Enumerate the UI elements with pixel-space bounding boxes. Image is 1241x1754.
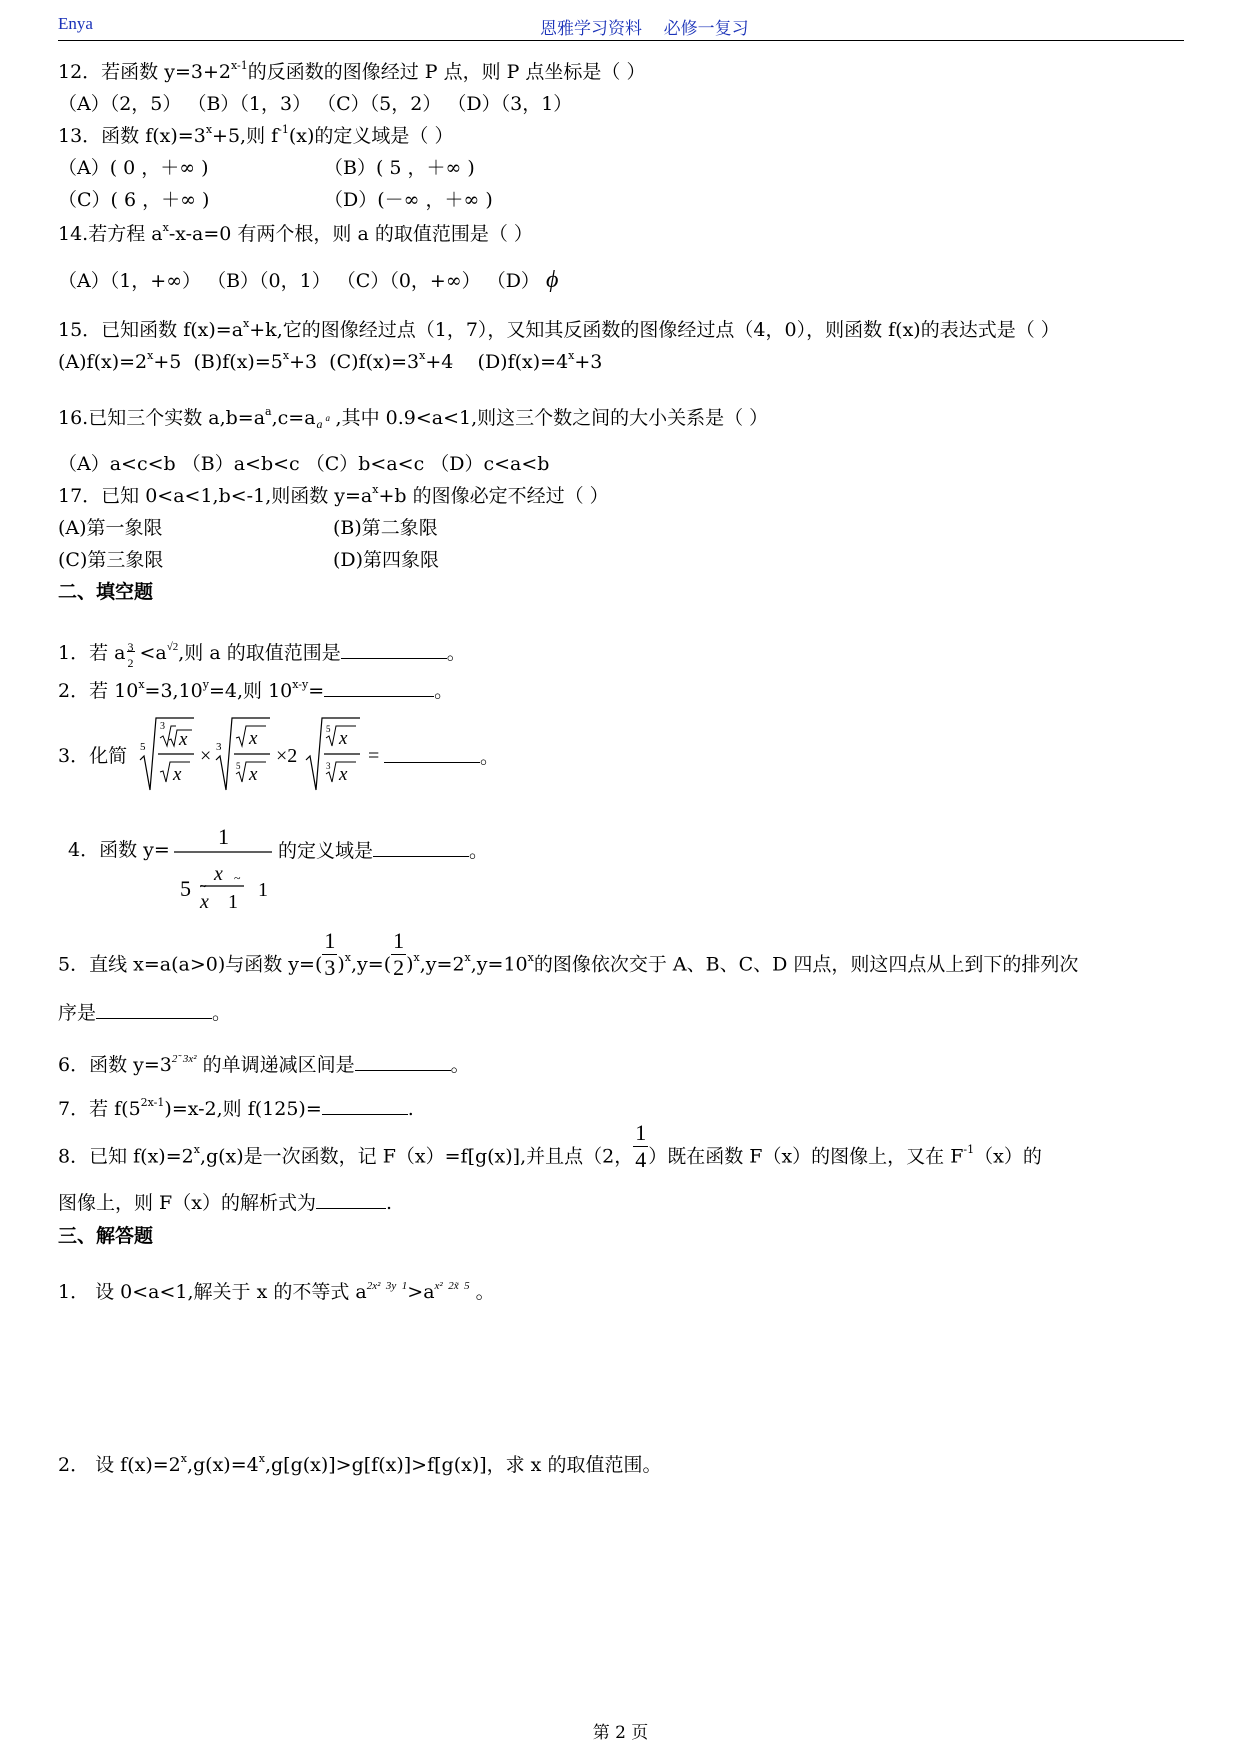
section-fill-in-heading: 二、填空题 (58, 581, 154, 603)
svg-text:x: x (214, 863, 223, 885)
empty-set-symbol: ϕ (545, 267, 559, 293)
q17-option-d: (D)第四象限 (333, 549, 440, 571)
fill-4-prefix: 4．函数 y= (68, 839, 170, 861)
q17-stem: 17．已知 0<a<1,b<-1,则函数 $y=a^x+b$ 的图像必定不经过（ ） (58, 482, 609, 507)
fill-3-answer-blank[interactable] (384, 744, 480, 763)
svg-text:5: 5 (140, 741, 146, 753)
svg-text:3: 3 (160, 721, 165, 732)
fill-2-answer-blank[interactable] (324, 678, 434, 697)
svg-text:x: x (200, 891, 209, 913)
fill-7-answer-blank[interactable] (322, 1096, 408, 1115)
svg-text:3: 3 (216, 741, 222, 753)
svg-text:1: 1 (218, 824, 229, 849)
q17-option-a: (A)第一象限 (58, 517, 163, 539)
svg-text:1: 1 (228, 891, 238, 913)
solve-2: 2． 设 $f(x)=2^x,g(x)=4^x,g[g(x)]>g[f(x)]>f[g(x)]$，求 x 的取值范围。 (58, 1451, 662, 1476)
svg-text:×2: ×2 (276, 745, 298, 767)
fill-8-answer-blank[interactable] (316, 1190, 386, 1209)
fill-5-answer-blank[interactable] (96, 1000, 212, 1019)
fill-6-answer-blank[interactable] (355, 1052, 451, 1071)
q13-option-a: （A）( 0 ，＋∞ ) (58, 157, 209, 179)
svg-text:~: ~ (234, 871, 241, 885)
q17-option-c: (C)第三象限 (58, 549, 164, 571)
fill-2: 2．若 $10^x=3,10^y=4$,则 $10^{x-y}=$ 。 (58, 677, 454, 702)
q12-options: （A）（2，5） （B）（1，3） （C）（5，2） （D）（3，1） (58, 93, 573, 115)
fill-8-line2: 图像上，则 F（x）的解析式为 . (58, 1192, 392, 1214)
q14-stem: 14.若方程 $a^x-x-a=0$ 有两个根，则 a 的取值范围是（ ） (58, 220, 533, 245)
fill-1: 1．若 a 3 2 $<a^{√2}$,则 a 的取值范围是 。 (58, 640, 466, 670)
fill-6: 6．函数 $y=3^{2̃ 3x^2}$ 的单调递减区间是 。 (58, 1052, 470, 1076)
svg-text:x: x (179, 729, 188, 750)
svg-text:=: = (368, 745, 380, 767)
q13-option-d: （D）(－∞ ，＋∞ ) (324, 189, 493, 211)
header-rule (58, 40, 1184, 41)
svg-text:~: ~ (200, 879, 207, 893)
fill-8: 8．已知 $f(x)=2^x,g(x)$是一次函数，记 F（x）=f[g(x)],并且点（2， $\frac{1}{4}$ ）既在函数 F（x）的图像上，又在 $F^{-1}(x)$的 (58, 1120, 1042, 1172)
q17-option-b: (B)第二象限 (333, 517, 438, 539)
svg-text:x: x (339, 728, 348, 749)
header-title: 恩雅学习资料 必修一复习 (540, 19, 749, 39)
svg-text:5: 5 (326, 724, 331, 734)
svg-text:1: 1 (258, 879, 268, 901)
section-answer-heading: 三、解答题 (58, 1225, 154, 1247)
q13-option-b: （B）( 5 ，＋∞ ) (324, 157, 475, 179)
header-brand: Enya (58, 14, 93, 33)
q12-stem: 12．若函数 $y=3+2^{x-1}$的反函数的图像经过 P 点，则 P 点坐标是（ ） (58, 58, 646, 83)
svg-text:5: 5 (236, 761, 241, 771)
q15-options: $(A)f(x)=2^x+5$ $(B)f(x)=5^x+3$ $(C)f(x)=3^x+4$ $(D)f(x)=4^x+3$ (58, 348, 603, 373)
q13-option-c: （C）( 6 ，＋∞ ) (58, 189, 210, 211)
q13-stem: 13．函数 $f(x)=3^x+5$,则 $f^{-1}(x)$的定义域是（ ） (58, 122, 454, 147)
q16-stem: 16.已知三个实数 $a,b=a^a,c=a$ a a ,其中 0.9<a<1,则这三个数之间的大小关系是（ ） (58, 404, 769, 431)
svg-text:x: x (339, 764, 348, 785)
q16-options: （A）a<c<b （B）a<b<c （C）b<a<c （D）c<a<b (58, 453, 550, 475)
fill-4-suffix: 的定义域是 。 (278, 840, 489, 862)
fill-1-answer-blank[interactable] (341, 640, 447, 659)
q15-stem: 15．已知函数 $f(x)=a^x+k$,它的图像经过点（1，7），又知其反函数的图像经过点（4，0），则函数 f(x)的表达式是（ ） (58, 316, 1060, 341)
fill-7: 7．若 $f(5^{2x-1})=x-2$,则 f(125)= . (58, 1095, 414, 1120)
svg-text:5: 5 (180, 876, 191, 901)
svg-text:×: × (200, 745, 212, 767)
fill-4-answer-blank[interactable] (373, 838, 469, 857)
svg-text:x: x (249, 764, 258, 785)
q14-options: （A）（1，+∞） （B）（0，1） （C）（0，+∞） （D） ϕ (58, 267, 559, 293)
svg-text:3: 3 (326, 761, 331, 771)
svg-text:x: x (249, 728, 258, 749)
svg-text:x: x (173, 764, 182, 785)
fill-4-fraction (172, 818, 276, 916)
page-number: 第 2 页 (592, 1723, 649, 1743)
fill-3-prefix: 3．化简 (58, 745, 128, 767)
fill-5: 5．直线 x=a(a>0)与函数 y=( $\frac{1}{3}$ )$^x$,y=( $\frac{1}{2}$ )$^x,y=2^x,y=10^x$的图像依次交于 A、B、C、D 四点，则这四点从上到下的排列次 (58, 928, 1079, 980)
fill-5-line2: 序是 。 (58, 1002, 232, 1024)
fill-3-answer: 。 (384, 744, 499, 769)
solve-1: 1． 设 0<a<1,解关于 x 的不等式 $a^{2x^2 3y 1}>a^{x^2 2x̃ 5}$ 。 (58, 1279, 495, 1303)
